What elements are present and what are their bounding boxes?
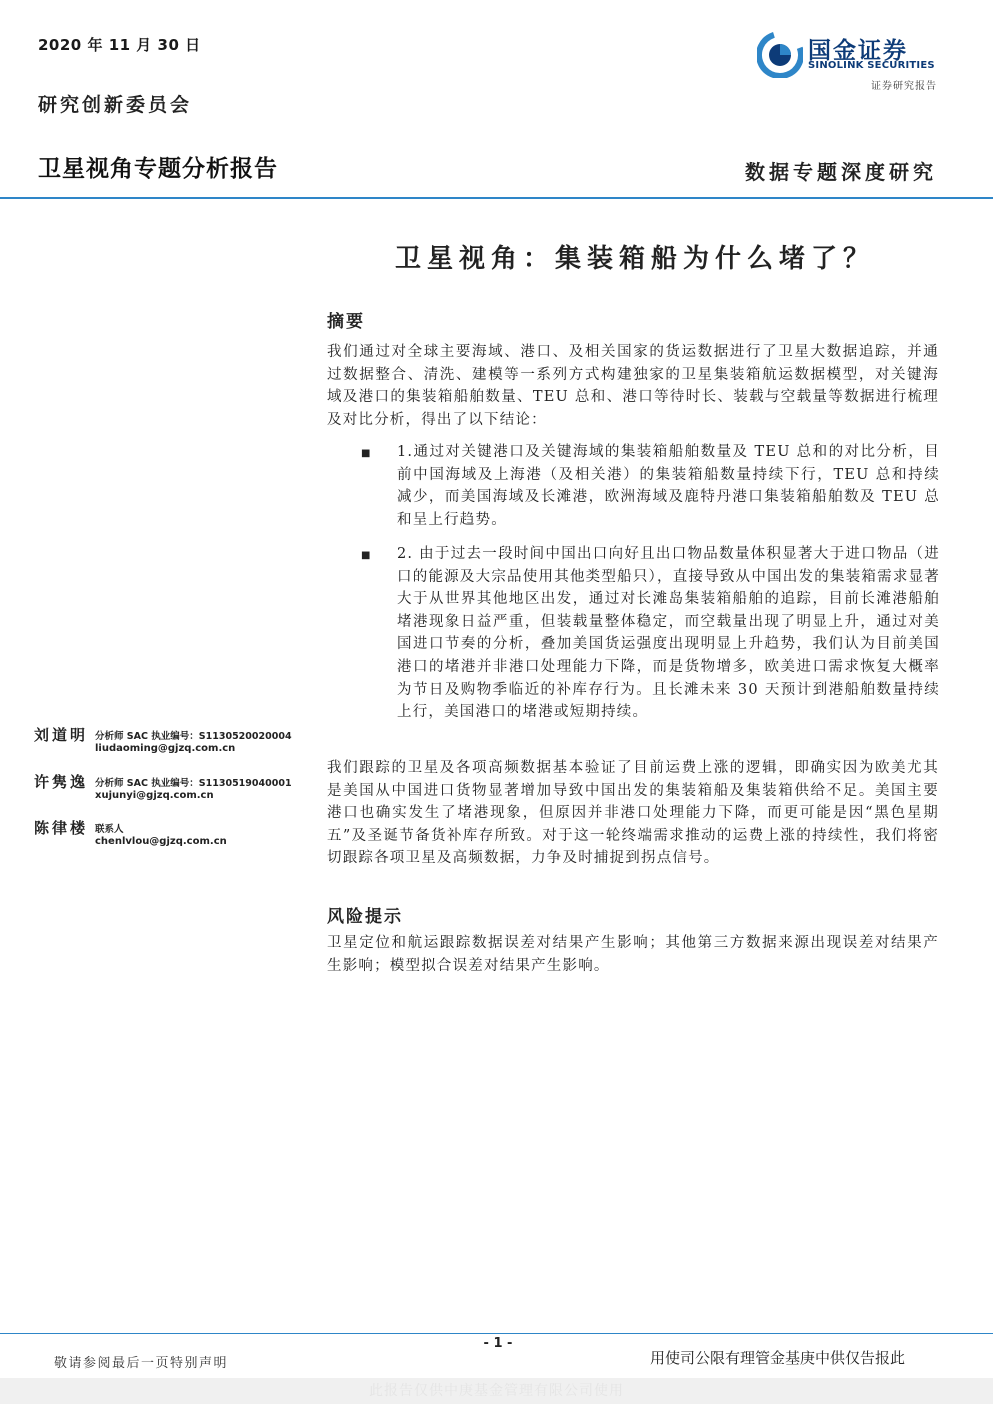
report-type-label: 数据专题深度研究 <box>745 160 937 184</box>
watermark: 此报告仅供中庚基金管理有限公司使用 <box>0 1378 993 1404</box>
analyst-email[interactable]: chenlvlou@gjzq.com.cn <box>95 836 227 847</box>
analyst-card <box>34 724 314 768</box>
footer-disclaimer-note: 敬请参阅最后一页特别声明 <box>54 1356 229 1371</box>
risk-text: 卫星定位和航运跟踪数据误差对结果产生影响；其他第三方数据来源出现误差对结果产生影响；模型拟合误差对结果产生影响。 <box>327 935 939 974</box>
footer-divider <box>0 1333 993 1334</box>
footer-right-text: 用使司公限有理管金基庚中供仅告报此 <box>650 1349 906 1367</box>
analyst-email[interactable]: liudaoming@gjzq.com.cn <box>95 743 236 754</box>
bullet-item: 2. 由于过去一段时间中国出口向好且出口物品数量体积显著大于进口物品（进口的能源及大宗品使用其他类型船只），直接导致从中国出发的集装箱需求显著大于从世界其他地区出发，通过对长滩岛集装箱船舶的追踪，目前长滩港船舶堵港现象日益严重，但装载量整体稳定，而空载量出现了明显上升，通过对美国进口节奏的分析，叠加美国货运强度出现明显上升趋势，我们认为目前美国港口的堵港并非港口处理能力下降，而是货物增多，欧美进口需求恢复大概率为节日及购物季临近的补库存行为。且长滩未来 30 天预计到港船舶数量持续上行，美国港口的堵港或短期持续。 <box>397 546 940 721</box>
analyst-name: 刘道明 <box>34 726 89 744</box>
analyst-name: 许隽逸 <box>34 773 89 791</box>
bullet-item: 1.通过对关键港口及关键海域的集装箱船舶数量及 TEU 总和的对比分析，目前中国海域及上海港（及相关港）的集装箱船数量持续下行，TEU 总和持续减少，而美国海域及长滩港，欧洲海域及鹿特丹港口集装箱船舶数及 TEU 总和呈上行趋势。 <box>397 444 940 528</box>
risk-heading: 风险提示 <box>327 907 403 927</box>
page-number: - 1 - <box>483 1336 513 1351</box>
sinolink-logo-icon <box>757 32 803 78</box>
bullet-marker: ■ <box>361 448 371 459</box>
committee-name: 研究创新委员会 <box>38 94 193 116</box>
page-title: 卫星视角：集装箱船为什么堵了？ <box>394 244 875 274</box>
analyst-card <box>34 771 314 815</box>
analyst-card <box>34 817 314 861</box>
conclusion-paragraph: 我们跟踪的卫星及各项高频数据基本验证了目前运费上涨的逻辑，即确实因为欧美尤其是美国从中国进口货物显著增加导致中国出发的集装箱船及集装箱供给不足。美国主要港口也确实发生了堵港现象，但原因并非港口处理能力下降，而更可能是因“黑色星期五”及圣诞节备货补库存所致。对于这一轮终端需求推动的运费上涨的持续性，我们将密切跟踪各项卫星及高频数据，力争及时捕捉到拐点信号。 <box>327 760 939 867</box>
report-date: 2020 年 11 月 30 日 <box>38 36 201 54</box>
header-divider <box>0 197 993 199</box>
analyst-role: 联系人 <box>95 824 124 835</box>
logo-name-cn: 国金证券 <box>808 38 908 64</box>
analyst-role: 分析师 SAC 执业编号：S1130519040001 <box>95 778 292 789</box>
logo-subtitle: 证券研究报告 <box>871 81 937 92</box>
analyst-name: 陈律楼 <box>34 819 89 837</box>
report-series-title: 卫星视角专题分析报告 <box>38 156 278 182</box>
analyst-role: 分析师 SAC 执业编号：S1130520020004 <box>95 731 292 742</box>
logo-name-en: SINOLINK SECURITIES <box>808 60 935 71</box>
bullet-marker: ■ <box>361 550 371 561</box>
analyst-email[interactable]: xujunyi@gjzq.com.cn <box>95 790 214 801</box>
sinolink-logo <box>757 32 947 102</box>
abstract-heading: 摘要 <box>327 312 365 332</box>
abstract-intro: 我们通过对全球主要海域、港口、及相关国家的货运数据进行了卫星大数据追踪，并通过数据整合、清洗、建模等一系列方式构建独家的卫星集装箱航运数据模型，对关键海域及港口的集装箱船舶数量、TEU 总和、港口等待时长、装载与空载量等数据进行梳理及对比分析，得出了以下结论： <box>327 344 939 428</box>
